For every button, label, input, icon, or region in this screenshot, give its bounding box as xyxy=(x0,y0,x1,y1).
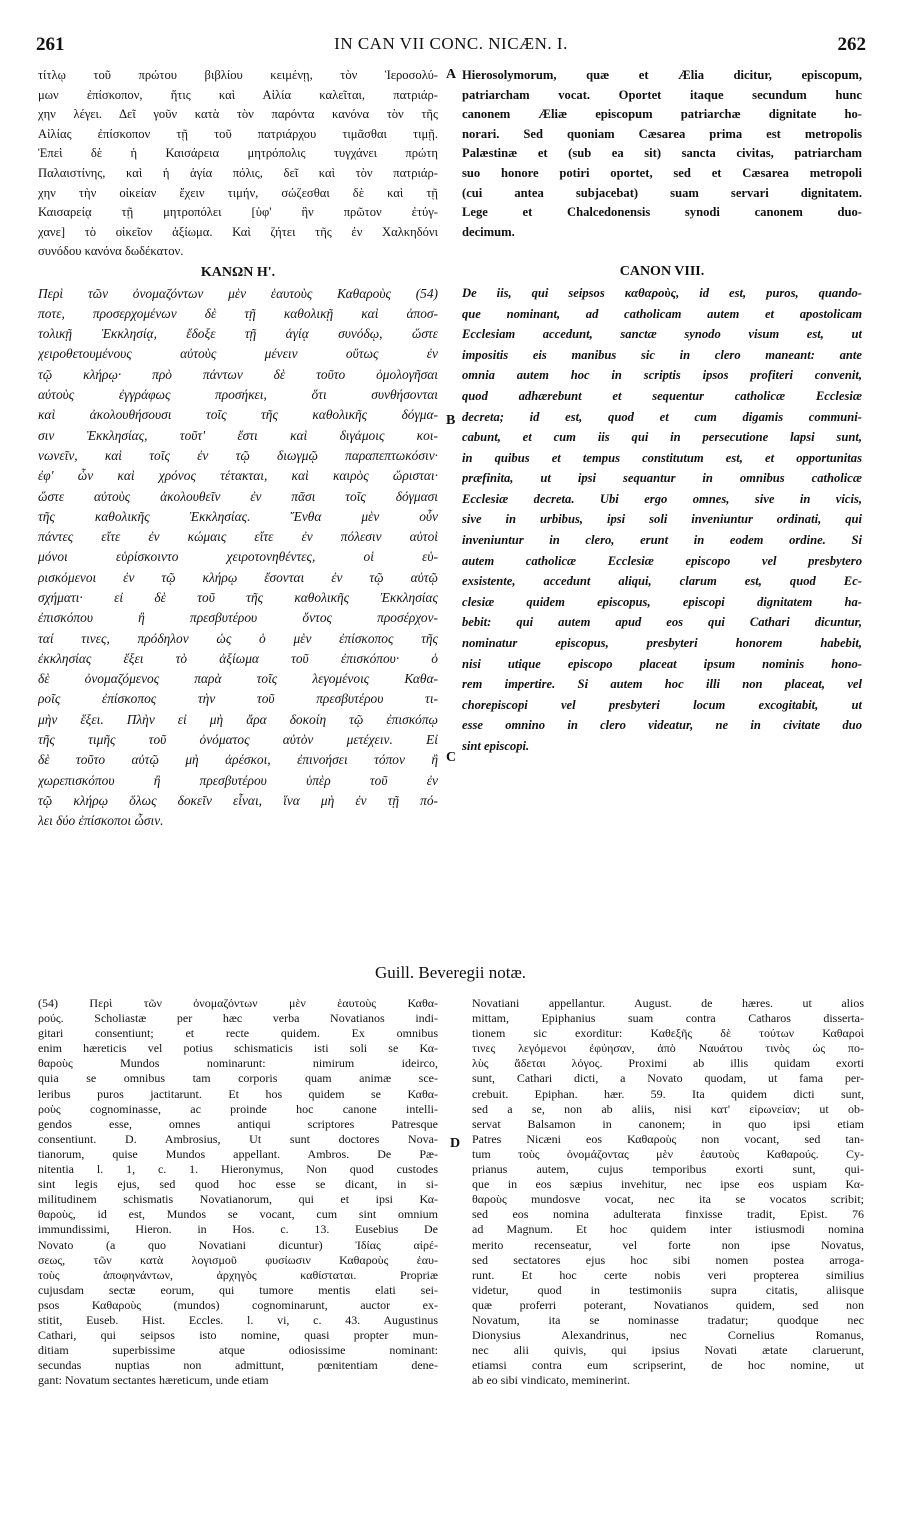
greek-canon-line: σιν Ἐκκλησίας, τοῦτ' ἔστι καὶ διγάμοις κοι- xyxy=(38,427,438,443)
notes-left-line: gant: Novatum sectantes hæreticum, unde etiam xyxy=(38,1373,269,1388)
notes-left-line: τοὺς ἀποφηνάντων, ἀρχηγὸς καθίσταται. Propriæ xyxy=(38,1267,438,1282)
notes-right-line: runt. Et hoc certe nobis veri propterea similius xyxy=(472,1267,864,1282)
greek-intro-line: χην τὴν οἰκείαν ἔχειν τιμήν, σώζεσθαι δὲ καὶ τῇ xyxy=(38,185,438,200)
notes-left-line: θαροὺς, id est, Mundos se vocant, cum sint omnium xyxy=(38,1207,438,1222)
notes-right-line: ad Magnum. Et hoc quidem inter istiusmodi nomina xyxy=(472,1222,864,1237)
greek-intro-line: μων ἐπίσκοπον, ἥτις καὶ Αἰλία καλεῖται, πατριάρ- xyxy=(38,87,438,102)
latin-intro-line: norari. Sed quoniam Cæsarea prima est metropolis xyxy=(462,126,862,141)
latin-canon-line: impositis eis manibus sic in clero maneant: ante xyxy=(462,347,862,362)
greek-intro-paragraph xyxy=(38,66,438,262)
notes-right-line: prianus autem, cujus temporibus exorti sunt, qui- xyxy=(472,1162,864,1177)
latin-canon-line: exsistente, accedunt aliqui, clarum est, quod Ec- xyxy=(462,574,862,589)
notes-right-line: τινες λεγόμενοι ἐφύησαν, ἀπὸ Ναυάτου τινὸς ὡς πο- xyxy=(472,1041,864,1056)
notes-left-line: nitentia l. 1, c. 1. Hieronymus, Non quod custodes xyxy=(38,1162,438,1177)
greek-canon-line: ποτε, προσερχομένων δὲ τῇ καθολικῇ καὶ ἀποσ- xyxy=(38,305,438,321)
notes-left-line: militudinem schismatis Novatianorum, qui et ipsi Κα- xyxy=(38,1192,438,1207)
notes-right-line: videtur, quod in testimoniis supra citatis, aliisque xyxy=(472,1282,864,1297)
notes-left-line: psos Καθαροὺς (mundos) cognominarunt, auctor ex- xyxy=(38,1297,438,1312)
running-title: IN CAN VII CONC. NICÆN. I. xyxy=(334,34,568,53)
latin-intro-line: Hierosolymorum, quæ et Ælia dicitur, episcopum, xyxy=(462,68,862,82)
greek-canon-line: λει δύο ἐπίσκοποι ὦσιν. xyxy=(38,813,164,829)
notes-left-line: enim hæreticis vel potius schismaticis isti soli se Κα- xyxy=(38,1041,438,1056)
notes-right-line: Novatum, ita se nominasse tradatur; quodque nec xyxy=(472,1312,864,1327)
latin-canon-line: chorepiscopi vel presbyteri locum excogitabit, ut xyxy=(462,697,862,712)
notes-right-line: servat Balsamon in canonem; in quo ipsi etiam xyxy=(472,1116,864,1131)
greek-canon-line: τῷ κλήρῳ ὅλως δοκεῖν εἶναι, ἵνα μὴ ἐν τῇ πό- xyxy=(38,792,438,808)
latin-canon-line: præfinita, ut ipsi sequantur in omnibus catholicæ xyxy=(462,471,862,486)
latin-canon-line: Ecclesiæ decreta. Ubi ergo omnes, sive in vicis, xyxy=(462,491,862,506)
running-header xyxy=(36,34,866,58)
latin-canon-line: nisi utique episcopo placeat ipsum nominis hono- xyxy=(462,656,862,671)
latin-canon-line: nominatur episcopus, presbyteri honorem habebit, xyxy=(462,636,862,651)
notes-left-line: quia se omnibus tam corporis quam animæ sce- xyxy=(38,1071,438,1086)
notes-left-line: Cathari, qui seipsos isto nomine, quasi propter mun- xyxy=(38,1328,438,1343)
latin-canon-line: que nominant, ad catholicam autem et apostolicam xyxy=(462,306,862,321)
greek-canon-line: σχήματι· εἰ δὲ τοῦ τῆς καθολικῆς Ἐκκλησίας xyxy=(38,589,438,605)
notes-left-line: ρούς. Scholiastæ per hæc verba Novatianos indi- xyxy=(38,1011,438,1026)
latin-canon-line: inveniuntur in clero, erunt in eodem ordine. Si xyxy=(462,533,862,548)
notes-left-line: sint legis ejus, sed quod hoc esse se dicant, in si- xyxy=(38,1177,438,1192)
latin-canon-line: omnia autem hoc in scriptis ipsos profiteri convenit, xyxy=(462,368,862,383)
notes-left-line: consentiunt. D. Ambrosius, Ut sunt doctores Nova- xyxy=(38,1131,438,1146)
latin-canon-line: esse omnino in clero videatur, ne in civitate duo xyxy=(462,718,862,733)
greek-canon-line: χωρεπισκόπου ἢ πρεσβυτέρου ὑπὲρ τοῦ ἐν xyxy=(38,772,438,788)
notes-right-column xyxy=(472,996,864,1388)
notes-right-line: quæ proferri poterant, Novatianos quidem, sed non xyxy=(472,1297,864,1312)
notes-left-line: leribus puros jactitarunt. Et hos quidem se Καθα- xyxy=(38,1086,438,1101)
greek-intro-line: συνόδου κανόνα δωδέκατον. xyxy=(38,244,184,259)
greek-intro-line: χην λέγει. Δεῖ γοῦν κατὰ τὸν παρόντα κανόνα τὸν τῆς xyxy=(38,107,438,122)
latin-canon-line: quod adhærebunt et sequentur catholicæ Ecclesiæ xyxy=(462,388,862,403)
notes-left-line: (54) Περὶ τῶν ὀνομαζόντων μὲν ἑαυτοὺς Καθα- xyxy=(38,996,438,1010)
greek-intro-line: χανε] τὸ οἰκεῖον ἀξίωμα. Καὶ ζήτει τῆς ἐν Χαλκηδόνι xyxy=(38,224,438,239)
notes-right-line: que in eos sæpius invehitur, nec ipse eos uspiam Κα- xyxy=(472,1177,864,1192)
greek-intro-line: Καισαρείᾳ τῇ μητροπόλει [ὑφ' ἣν πρῶτον ἐτύγ- xyxy=(38,205,438,220)
latin-intro-paragraph xyxy=(462,66,862,242)
latin-intro-line: Lege et Chalcedonensis synodi canonem duo- xyxy=(462,205,862,220)
page-number-left: 261 xyxy=(36,34,65,55)
latin-intro-line: suo honore potiri oportet, sed et Cæsarea metropoli xyxy=(462,165,862,180)
latin-canon-heading: CANON VIII. xyxy=(619,264,705,280)
notes-right-line: sed a se, non ab aliis, nisi κατ' εἰρωνείαν; ut ob- xyxy=(472,1101,864,1116)
latin-canon-line: rem impertire. Si autem hoc illi non placeat, vel xyxy=(462,677,862,692)
notes-left-line: tianorum, quise Mundos appellant. Ambros. De Pæ- xyxy=(38,1146,438,1161)
greek-canon-heading: ΚΑΝΩΝ Η'. xyxy=(200,264,276,280)
notes-right-line: etiamsi contra eum scripserint, de hoc nomine, ut xyxy=(472,1358,864,1373)
greek-canon-line: πάντες εἴτε ἐν κώμαις εἴτε ἐν πόλεσιν αὐτοὶ xyxy=(38,529,438,545)
latin-canon-line: Ecclesiam accedunt, sanctæ synodo visum est, ut xyxy=(462,327,862,342)
latin-intro-line: Palæstinæ et (sub ea sit) sancta civitas, patriarcham xyxy=(462,146,862,161)
greek-canon-line: νωνεῖν, καὶ τοῖς ἐν τῷ διωγμῷ παραπεπτωκόσιν· xyxy=(38,447,438,463)
greek-canon-line: καὶ ἀκολουθήσουσι τοῖς τῆς καθολικῆς δόγμα- xyxy=(38,407,438,423)
notes-left-line: ditiam superbissime atque odiosissime nominant: xyxy=(38,1343,438,1358)
notes-right-line: ab eo sibi vindicato, meminerint. xyxy=(472,1373,630,1388)
latin-canon-line: in quibus et tempus constitutum est, et opportunitas xyxy=(462,450,862,465)
notes-left-line: cujusdam sectæ eorum, qui tumore mentis elati sei- xyxy=(38,1282,438,1297)
greek-intro-line: Παλαιστίνης, καὶ ἡ ἁγία πόλις, δεῖ καὶ τὸν πατριάρ- xyxy=(38,165,438,180)
greek-canon-line: ὥστε αὐτοὺς ἀκολουθεῖν ἐν πᾶσι τοῖς δόγμασι xyxy=(38,488,438,504)
greek-canon-line: τῆς τιμῆς τοῦ ὀνόματος αὐτὸν μετέχειν. Εἰ xyxy=(38,732,438,748)
latin-canon-line: decreta; id est, quod et cum digamis communi- xyxy=(462,409,862,424)
latin-canon-line: autem catholicæ Ecclesiæ episcopo vel presbytero xyxy=(462,553,862,568)
notes-right-line: sunt, Cathari dicti, a Novato quodam, ut fama per- xyxy=(472,1071,864,1086)
notes-left-column xyxy=(38,996,438,1388)
latin-canon-line: cabunt, et cum iis qui in persecutione lapsi sunt, xyxy=(462,430,862,445)
notes-right-line: θαροὺς mundosve vocat, nec ita se vocatos scribit; xyxy=(472,1192,864,1207)
greek-canon-line: ἐφ' ὧν καὶ χρόνος τέτακται, καὶ καιρὸς ὥρισται· xyxy=(38,468,438,484)
margin-marker-d: D xyxy=(450,1136,461,1151)
notes-left-line: ροὺς cognominasse, ac proinde hoc canone intelli- xyxy=(38,1101,438,1116)
greek-canon-line: ἐκκλησίας ἕξει τὸ ἀξίωμα τοῦ ἐπισκόπου· ὁ xyxy=(38,650,438,666)
notes-left-line: secundas nuptias non admittunt, pœnitentiam dene- xyxy=(38,1358,438,1373)
notes-right-line: Novatiani appellantur. August. de hæres. ut alios xyxy=(472,996,864,1010)
latin-canon-text xyxy=(462,283,862,757)
greek-canon-line: ἐπισκόπου ἢ πρεσβυτέρου ὄντος προσέρχον- xyxy=(38,610,438,626)
greek-intro-line: τίτλῳ τοῦ πρώτου βιβλίου κειμένῃ, τὸν Ἱεροσολύ- xyxy=(38,68,438,82)
notes-right-line: sed eos nomina adulterata finxisse tradit, Epist. 76 xyxy=(472,1207,864,1222)
greek-canon-line: τολικῇ Ἐκκλησίᾳ, ἔδοξε τῇ ἁγίᾳ συνόδῳ, ὥστε xyxy=(38,326,438,342)
greek-canon-line: Περὶ τῶν ὀνομαζόντων μὲν ἑαυτοὺς Καθαροὺς (54) xyxy=(38,285,438,301)
greek-canon-line: τῆς καθολικῆς Ἐκκλησίας. Ἔνθα μὲν οὖν xyxy=(38,508,438,524)
page-number-right: 262 xyxy=(837,34,866,55)
notes-right-line: Patres Nicæni eos Καθαροὺς non vocant, sed tan- xyxy=(472,1131,864,1146)
latin-canon-line: sint episcopi. xyxy=(462,739,530,753)
notes-left-line: gitari consentiunt; et recte quidem. Ex omnibus xyxy=(38,1026,438,1041)
notes-title: Guill. Beveregii notæ. xyxy=(374,963,527,982)
greek-intro-line: Ἐπεὶ δὲ ἡ Καισάρεια μητρόπολις τυγχάνει πρώτη xyxy=(38,146,438,161)
notes-right-line: mittam, Epiphanius suam contra Catharos disserta- xyxy=(472,1011,864,1026)
margin-marker-a: A xyxy=(446,67,457,82)
margin-marker-c: C xyxy=(446,750,457,765)
greek-canon-line: χειροθετουμένους αὐτοὺς μένειν οὕτως ἐν xyxy=(38,346,438,362)
notes-right-line: crebuit. Epiphan. hær. 59. Ita quidem dicti sunt, xyxy=(472,1086,864,1101)
margin-marker-b: B xyxy=(446,413,456,428)
latin-column xyxy=(462,66,862,757)
greek-canon-line: μόνοι εὑρίσκοιντο χειροτονηθέντες, οἱ εὑ- xyxy=(38,549,438,565)
greek-canon-line: ρισκόμενοι ἐν τῷ κλήρῳ ἔσονται ἐν τῷ αὐτῷ xyxy=(38,569,438,585)
greek-canon-line: αὐτοὺς ἐγγράφως προσήκει, ὅτι συνθήσονται xyxy=(38,387,438,403)
greek-canon-line: μὴν ἕξει. Πλὴν εἰ μὴ ἄρα δοκοίη τῷ ἐπισκόπῳ xyxy=(38,711,438,727)
latin-intro-line: decimum. xyxy=(462,224,515,239)
latin-intro-line: (cui antea subjacebat) suam servari dignitatem. xyxy=(462,185,862,200)
notes-right-line: tum τοὺς ὀνομάζοντας μὲν ἑαυτοὺς Καθαρούς. Cy- xyxy=(472,1146,864,1161)
notes-left-line: Novato (a quo Novatiani dicuntur) Ἰδίας αἱρέ- xyxy=(38,1237,438,1252)
greek-canon-line: δὲ τοῦτο αὐτῷ μὴ ἀρέσκοι, ἐπινοήσει τόπον ἢ xyxy=(38,752,438,768)
notes-left-line: gendos esse, omnes antiqui scriptores Patresque xyxy=(38,1116,438,1131)
notes-left-line: stitit, Euseb. Hist. Eccles. l. vi, c. 43. Augustinus xyxy=(38,1312,438,1327)
notes-right-line: nec alii quivis, qui ipsius Novati ætate claruerunt, xyxy=(472,1343,864,1358)
latin-intro-line: patriarcham vocat. Oportet itaque secundum hunc xyxy=(462,87,862,102)
notes-right-line: tionem sic exorditur: Καθεξῆς δὲ τούτων Καθαροὶ xyxy=(472,1026,864,1041)
greek-canon-text xyxy=(38,284,438,832)
latin-intro-line: canonem Æliæ episcopum patriarchæ dignitate ho- xyxy=(462,107,862,122)
greek-canon-line: δὲ ὀνομαζόμενος παρὰ τοῖς λεγομένοις Καθα- xyxy=(38,671,438,687)
notes-right-line: merito recenseatur, vel forte non ipse Novatus, xyxy=(472,1237,864,1252)
greek-column xyxy=(38,66,438,832)
greek-canon-line: ταί τινες, πρόδηλον ὡς ὁ μὲν ἐπίσκοπος τῆς xyxy=(38,630,438,646)
greek-canon-line: ροῖς ἐπίσκοπος τὴν τοῦ πρεσβυτέρου τι- xyxy=(38,691,438,707)
notes-left-line: immundissimi, Hieron. in Hos. c. 13. Eusebius De xyxy=(38,1222,438,1237)
latin-canon-line: sive in urbibus, ipsi soli inveniuntur ordinati, qui xyxy=(462,512,862,527)
latin-canon-line: clesiæ quidem episcopus, episcopi dignitatem ha- xyxy=(462,594,862,609)
notes-right-line: λὺς ἄδεται λόγος. Proximi ab illis quidam exorti xyxy=(472,1056,864,1071)
greek-intro-line: Αἰλίας ἐπίσκοπον τῇ τοῦ πατριάρχου τιμᾶσθαι τιμῇ. xyxy=(38,126,438,141)
notes-right-line: Dionysius Alexandrinus, nec Cornelius Romanus, xyxy=(472,1328,864,1343)
latin-canon-line: bebit: qui autem apud eos qui Cathari dicuntur, xyxy=(462,615,862,630)
notes-left-line: θαροὺς Mundos nominarunt: nimirum ideirco, xyxy=(38,1056,438,1071)
notes-left-line: σεως, τῶν κατὰ λογισμοῦ φυσίωσιν Καθαροὺς ἑαυ- xyxy=(38,1252,438,1267)
greek-canon-line: τῷ κλήρῳ· πρὸ πάντων δὲ τοῦτο ὁμολογῆσαι xyxy=(38,366,438,382)
latin-canon-line: De iis, qui seipsos καθαροὺς, id est, puros, quando- xyxy=(462,285,862,300)
notes-right-line: sed sectatores ejus hoc sibi nomen postea arroga- xyxy=(472,1252,864,1267)
